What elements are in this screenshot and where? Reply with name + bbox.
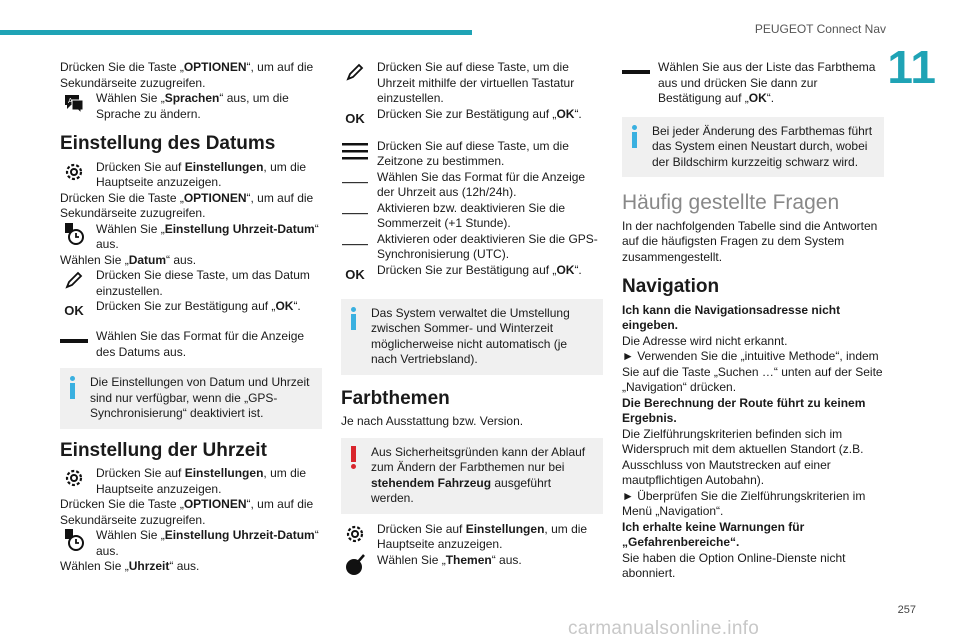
faq-answer-2: Die Zielführungskriterien befinden sich im Widerspruch mit dem aktuellen Standort (z.B. Ausschluss von Mautstrecken auf einer mautpflichtigen Autobahn).: [622, 426, 864, 487]
step-sprachen: [60, 91, 322, 122]
toggle-line-icon: [341, 170, 369, 194]
language-icon: [60, 91, 88, 115]
warning-text-farb: Aus Sicherheitsgründen kann der Ablauf zum Ändern der Farbthemen nur bei stehendem Fahrzeug ausgeführt werden.: [371, 444, 586, 505]
toggle-bar-icon: [60, 329, 88, 353]
text-farb-settings: Drücken Sie auf Einstellungen, um die Hauptseite anzuzeigen.: [377, 521, 588, 551]
step-uhr-settings: [60, 466, 322, 497]
step-ok-1: [341, 107, 603, 131]
column-right: [622, 60, 884, 582]
faq-question-1: Ich kann die Navigationsadresse nicht eingeben.: [622, 302, 841, 332]
faq-answer-3: Sie haben die Option Online-Dienste nicht abonniert.: [622, 550, 846, 580]
toggle-line-icon: [341, 232, 369, 256]
step-uhr-uhrzeit: [60, 528, 322, 559]
warning-icon: [351, 446, 357, 470]
ok-icon: OK: [345, 266, 365, 282]
clock-calendar-icon: [60, 528, 88, 552]
settings-icon: [60, 466, 88, 490]
paragraph-faq-intro: In der nachfolgenden Tabelle sind die Antworten auf die häufigsten Fragen zu dem System zusammengestellt.: [622, 218, 878, 264]
text-ok-1: Drücken Sie zur Bestätigung auf „OK“.: [377, 106, 582, 121]
paragraph-datum-optionen: Drücken Sie die Taste „OPTIONEN“, um auf die Sekundärseite zuzugreifen.: [60, 190, 314, 220]
text-datum-settings: Drücken Sie auf Einstellungen, um die Hauptseite anzuzeigen.: [96, 159, 307, 189]
info-text-system: Das System verwaltet die Umstellung zwischen Sommer- und Winterzeit möglicherweise nicht automatisch (je nach Vertriebsland).: [371, 305, 570, 366]
text-uhr-uhrzeit: Wählen Sie „Einstellung Uhrzeit-Datum“ aus.: [96, 528, 319, 558]
paragraph-uhr-optionen: Drücken Sie die Taste „OPTIONEN“, um auf die Sekundärseite zuzugreifen.: [60, 497, 314, 527]
heading-faq: Häufig gestellte Fragen: [622, 191, 840, 214]
text-datum-taste: Drücken Sie diese Taste, um das Datum einzustellen.: [96, 268, 310, 298]
paragraph-datum-select: Wählen Sie „Datum“ aus.: [60, 252, 197, 267]
step-datum-format: [60, 329, 322, 360]
step-gps: [341, 232, 603, 263]
text-datum-uhrzeit: Wählen Sie „Einstellung Uhrzeit-Datum“ aus.: [96, 221, 319, 251]
heading-navigation: Navigation: [622, 276, 720, 297]
pencil-icon: [341, 60, 369, 84]
step-liste: [622, 60, 884, 107]
paragraph-uhr-select: Wählen Sie „Uhrzeit“ aus.: [60, 559, 200, 573]
heading-uhrzeit: Einstellung der Uhrzeit: [60, 439, 267, 461]
list-menu-icon: [341, 139, 369, 163]
text-gps: Aktivieren oder deaktivieren Sie die GPS-Synchronisierung (UTC).: [377, 231, 598, 261]
header-title: PEUGEOT Connect Nav: [754, 22, 886, 36]
text-datum-format: Wählen Sie das Format für die Anzeige des Datums aus.: [96, 329, 305, 359]
step-zeitzone: [341, 139, 603, 170]
toggle-line-icon: [341, 201, 369, 225]
text-sprachen: Wählen Sie „Sprachen“ aus, um die Sprache zu ändern.: [96, 91, 289, 121]
info-box-datum: [60, 368, 322, 429]
chapter-number: 11: [887, 41, 936, 93]
header-accent-bar: [0, 30, 472, 35]
text-sommerzeit: Aktivieren bzw. deaktivieren Sie die Sommerzeit (+1 Stunde).: [377, 200, 566, 230]
faq-answer-1: Die Adresse wird nicht erkannt.: [622, 333, 788, 348]
info-box-system: [341, 299, 603, 375]
palette-icon: [341, 553, 369, 577]
text-liste: Wählen Sie aus der Liste das Farbthema aus und drücken Sie dann zur Bestätigung auf „OK“.: [658, 60, 876, 105]
settings-icon: [60, 160, 88, 184]
text-ok-2: Drücken Sie zur Bestätigung auf „OK“.: [377, 262, 582, 277]
step-sommerzeit: [341, 201, 603, 232]
ok-icon: OK: [64, 303, 84, 319]
faq-solution-1: ► Verwenden Sie die „intuitive Methode“, indem Sie auf die Taste „Suchen …“ unten auf der Seite „Navigation“ drücken.: [622, 349, 883, 394]
step-format: [341, 170, 603, 201]
settings-icon: [341, 522, 369, 546]
page-number: 257: [897, 604, 916, 616]
faq-question-3: Ich erhalte keine Warnungen für „Gefahrenbereiche“.: [622, 519, 805, 549]
info-box-neustart: [622, 117, 884, 178]
info-text-datum: Die Einstellungen von Datum und Uhrzeit sind nur verfügbar, wenn die „GPS-Synchronisierung“ deaktiviert ist.: [90, 375, 310, 420]
heading-farbthemen: Farbthemen: [341, 387, 450, 409]
heading-datum: Einstellung des Datums: [60, 133, 276, 154]
step-datum-settings: [60, 160, 322, 191]
clock-calendar-icon: [60, 222, 88, 246]
column-middle: [341, 60, 603, 577]
step-uhrzeit-taste: [341, 60, 603, 107]
ok-icon: OK: [345, 110, 365, 126]
paragraph-farb-intro: Je nach Ausstattung bzw. Version.: [341, 414, 524, 428]
svg-text:A: A: [68, 98, 73, 105]
step-datum-uhrzeit: [60, 222, 322, 253]
step-ok-2: [341, 263, 603, 287]
step-datum-ok: [60, 299, 322, 323]
step-themen: [341, 553, 603, 577]
text-zeitzone: Drücken Sie auf diese Taste, um die Zeitzone zu bestimmen.: [377, 138, 569, 168]
text-themen: Wählen Sie „Themen“ aus.: [377, 552, 522, 567]
faq-question-2: Die Berechnung der Route führt zu keinem Ergebnis.: [622, 395, 866, 425]
info-text-neustart: Bei jeder Änderung des Farbthemas führt das System einen Neustart durch, wobei der Bildschirm kurzzeitig schwarz wird.: [652, 123, 873, 169]
watermark: carmanualsonline.info: [568, 618, 760, 639]
text-uhrzeit-taste: Drücken Sie auf diese Taste, um die Uhrzeit mithilfe der virtuellen Tastatur einzustellen.: [377, 60, 575, 105]
step-datum-taste: [60, 268, 322, 299]
info-icon: [351, 307, 357, 331]
info-icon: [632, 125, 638, 149]
faq-solution-2: ► Überprüfen Sie die Zielführungskriterien im Menü „Navigation“.: [622, 488, 866, 518]
paragraph-optionen: Drücken Sie die Taste „OPTIONEN“, um auf die Sekundärseite zuzugreifen.: [60, 60, 314, 90]
text-uhr-settings: Drücken Sie auf Einstellungen, um die Hauptseite anzuzeigen.: [96, 466, 307, 496]
column-left: [60, 60, 322, 575]
warning-box-farb: [341, 438, 603, 514]
toggle-bar-icon: [622, 60, 650, 84]
text-format: Wählen Sie das Format für die Anzeige der Uhrzeit aus (12h/24h).: [377, 169, 586, 199]
step-farb-settings: [341, 522, 603, 553]
info-icon: [70, 376, 76, 400]
pencil-icon: [60, 268, 88, 292]
text-datum-ok: Drücken Sie zur Bestätigung auf „OK“.: [96, 299, 301, 313]
